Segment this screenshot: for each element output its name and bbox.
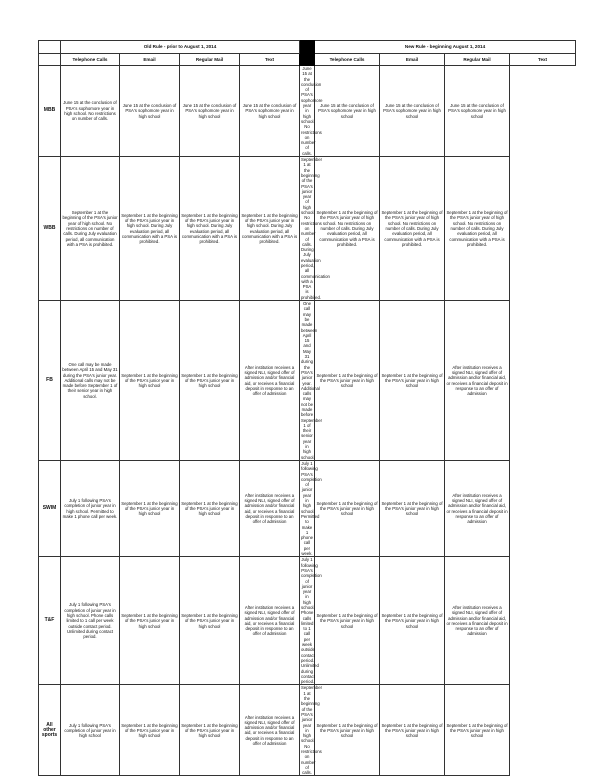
new-col-text: Text (510, 54, 576, 66)
old-regular-mail-cell: September 1 at the beginning of the PSA's junior year in high school. During July evaluation period, all communication with a PSA is prohibited. (180, 157, 240, 301)
old-telephone-cell: July 1 following PSA's completion of junior year in high school (61, 685, 120, 776)
old-email-cell: June 15 at the conclusion of PSA's sophomore year in high school (120, 66, 180, 157)
new-telephone-cell: September 1 at the beginning of the PSA's junior year in high school. No restrictions on number of calls. (301, 685, 323, 776)
old-text-cell: After institution receives a signed NLI, signed offer of admission and/or financial aid, or receives a financial deposit in response to an offer of admission (240, 460, 300, 556)
table-row (39, 685, 576, 776)
new-telephone-cell: One call may be made between April 15 and May 31 during the PSA's junior year. Additional calls may not be made before September 1 of their senior year in high school. (301, 301, 323, 460)
new-regular-mail-cell: September 1 at the beginning of the PSA's junior year in high school (380, 685, 445, 776)
new-email-cell: September 1 at the beginning of the PSA's junior year in high school (315, 460, 380, 556)
old-rule-header: Old Rule - prior to August 1, 2014 (61, 41, 300, 54)
new-telephone-cell: July 1 following PSA's completion of junior year in high school. Phone calls limited to 1 call per week outside contact period. Unlimited during contact period. (301, 557, 322, 685)
new-text-cell: September 1 at the beginning of the PSA's junior year in high school (445, 685, 510, 776)
sport-label-fb: FB (39, 301, 61, 461)
old-col-regular-mail: Regular Mail (180, 54, 240, 66)
old-telephone-cell: June 15 at the conclusion of PSA's sophomore year in high school. No restrictions on number of calls. (61, 66, 120, 157)
new-email-cell: September 1 at the beginning of the PSA's junior year in high school (315, 685, 380, 776)
new-text-cell: June 15 at the conclusion of PSA's sophomore year in high school (445, 66, 510, 157)
new-rule-header: New Rule - beginning August 1, 2014 (315, 41, 576, 54)
old-regular-mail-cell: September 1 at the beginning of the PSA's junior year in high school (180, 301, 240, 461)
new-text-cell: September 1 at the beginning of the PSA's junior year of high school. No restrictions on number of calls. During July evaluation period, all communication with a PSA is prohibited. (445, 157, 510, 301)
old-regular-mail-cell: September 1 at the beginning of the PSA's junior year in high school (180, 685, 240, 776)
new-telephone-cell: July 1 following PSA's completion of junior year in high school. Permitted to make 1 phone call per week. (301, 460, 322, 557)
sport-label-tf: T&F (39, 557, 61, 685)
sport-label-swim: SWIM (39, 460, 61, 556)
new-email-cell: September 1 at the beginning of the PSA's junior year of high school. No restrictions on number of calls. During July evaluation period, all communication with a PSA is prohibited. (315, 157, 380, 301)
old-text-cell: After institution receives a signed NLI, signed offer of admission and/or financial aid, or receives a financial deposit in response to an offer of admission (240, 557, 300, 685)
old-regular-mail-cell: September 1 at the beginning of the PSA's junior year in high school (180, 557, 240, 685)
old-text-cell: After institution receives a signed NLI, signed offer of admission and/or financial aid, or receives a financial deposit in response to an offer of admission (240, 301, 300, 461)
old-regular-mail-cell: September 1 at the beginning of the PSA's junior year in high school (180, 460, 240, 556)
old-text-cell: June 15 at the conclusion of PSA's sophomore year in high school (240, 66, 300, 157)
new-regular-mail-cell: June 15 at the conclusion of PSA's sophomore year in high school (380, 66, 445, 157)
new-col-regular-mail: Regular Mail (445, 54, 510, 66)
new-email-cell: June 15 at the conclusion of PSA's sophomore year in high school (315, 66, 380, 157)
old-col-telephone: Telephone Calls (61, 54, 120, 66)
new-telephone-cell: June 15 at the conclusion of PSA's sophomore year in high school. No restrictions on number of calls. (301, 66, 323, 156)
old-email-cell: September 1 at the beginning of the PSA's junior year in high school. During July evaluation period, all communication with a PSA is prohibited. (120, 157, 180, 301)
old-regular-mail-cell: June 15 at the conclusion of PSA's sophomore year in high school (180, 66, 240, 157)
sport-label-mbb: MBB (39, 66, 61, 157)
new-regular-mail-cell: September 1 at the beginning of the PSA's junior year in high school (380, 557, 445, 685)
new-col-telephone: Telephone Calls (315, 54, 380, 66)
new-regular-mail-cell: September 1 at the beginning of the PSA's junior year in high school (380, 460, 445, 556)
new-telephone-cell: September 1 at the beginning of the PSA's junior year of high school. No restrictions on number of calls. During July evaluation period, all communication with a PSA is prohibited. (301, 157, 330, 300)
table-row (39, 301, 576, 461)
table-row (39, 66, 576, 157)
new-text-cell: After institution receives a signed NLI, signed offer of admission and/or financial aid, or receives a financial deposit in response to an offer of admission (445, 557, 510, 685)
old-col-email: Email (120, 54, 180, 66)
new-col-email: Email (380, 54, 445, 66)
old-email-cell: September 1 at the beginning of the PSA's junior year in high school (120, 685, 180, 776)
sport-label-all-other: All other sports (39, 685, 61, 776)
new-text-cell: After institution receives a signed NLI, signed offer of admission and/or financial aid, or receives a financial deposit in response to an offer of admission (445, 460, 510, 556)
rule-divider-bar (300, 41, 315, 66)
old-email-cell: September 1 at the beginning of the PSA's junior year in high school (120, 460, 180, 556)
old-telephone-cell: July 1 following PSA's completion of junior year in high school. Permitted to make 1 phone call per week. (61, 460, 120, 556)
table-row (39, 557, 576, 685)
sport-label-wbb: WBB (39, 157, 61, 301)
recruiting-contact-rules-table (38, 40, 576, 776)
old-text-cell: September 1 at the beginning of the PSA's junior year in high school. During July evaluation period, all communication with a PSA is prohibited. (240, 157, 300, 301)
new-email-cell: September 1 at the beginning of the PSA's junior year in high school (315, 557, 380, 685)
old-telephone-cell: One call may be made between April 15 and May 31 during the PSA's junior year. Additional calls may not be made before September 1 of their senior year in high school. (61, 301, 120, 461)
table-row (39, 157, 576, 301)
old-email-cell: September 1 at the beginning of the PSA's junior year in high school (120, 301, 180, 461)
new-regular-mail-cell: September 1 at the beginning of the PSA's junior year of high school. No restrictions on number of calls. During July evaluation period, all communication with a PSA is prohibited. (380, 157, 445, 301)
new-text-cell: After institution receives a signed NLI, signed offer of admission and/or financial aid, or receives a financial deposit in response to an offer of admission (445, 301, 510, 461)
old-text-cell: After institution receives a signed NLI, signed offer of admission and/or financial aid, or receives a financial deposit in response to an offer of admission (240, 685, 300, 776)
old-telephone-cell: July 1 following PSA's completion of junior year in high school. Phone calls limited to 1 call per week outside contact period. Unlimited during contact period. (61, 557, 120, 685)
new-regular-mail-cell: September 1 at the beginning of the PSA's junior year in high school (380, 301, 445, 461)
old-email-cell: September 1 at the beginning of the PSA's junior year in high school (120, 557, 180, 685)
sport-header-cell (39, 54, 61, 66)
table-row (39, 460, 576, 556)
corner-cell (39, 41, 61, 54)
group-header-row (39, 41, 576, 54)
rules-comparison-sheet (38, 40, 575, 776)
old-telephone-cell: September 1 at the beginning of the PSA's junior year of high school. No restrictions on number of calls. During July evaluation period, all communication with a PSA is prohibited. (61, 157, 120, 301)
new-email-cell: September 1 at the beginning of the PSA's junior year in high school (315, 301, 380, 461)
old-col-text: Text (240, 54, 300, 66)
